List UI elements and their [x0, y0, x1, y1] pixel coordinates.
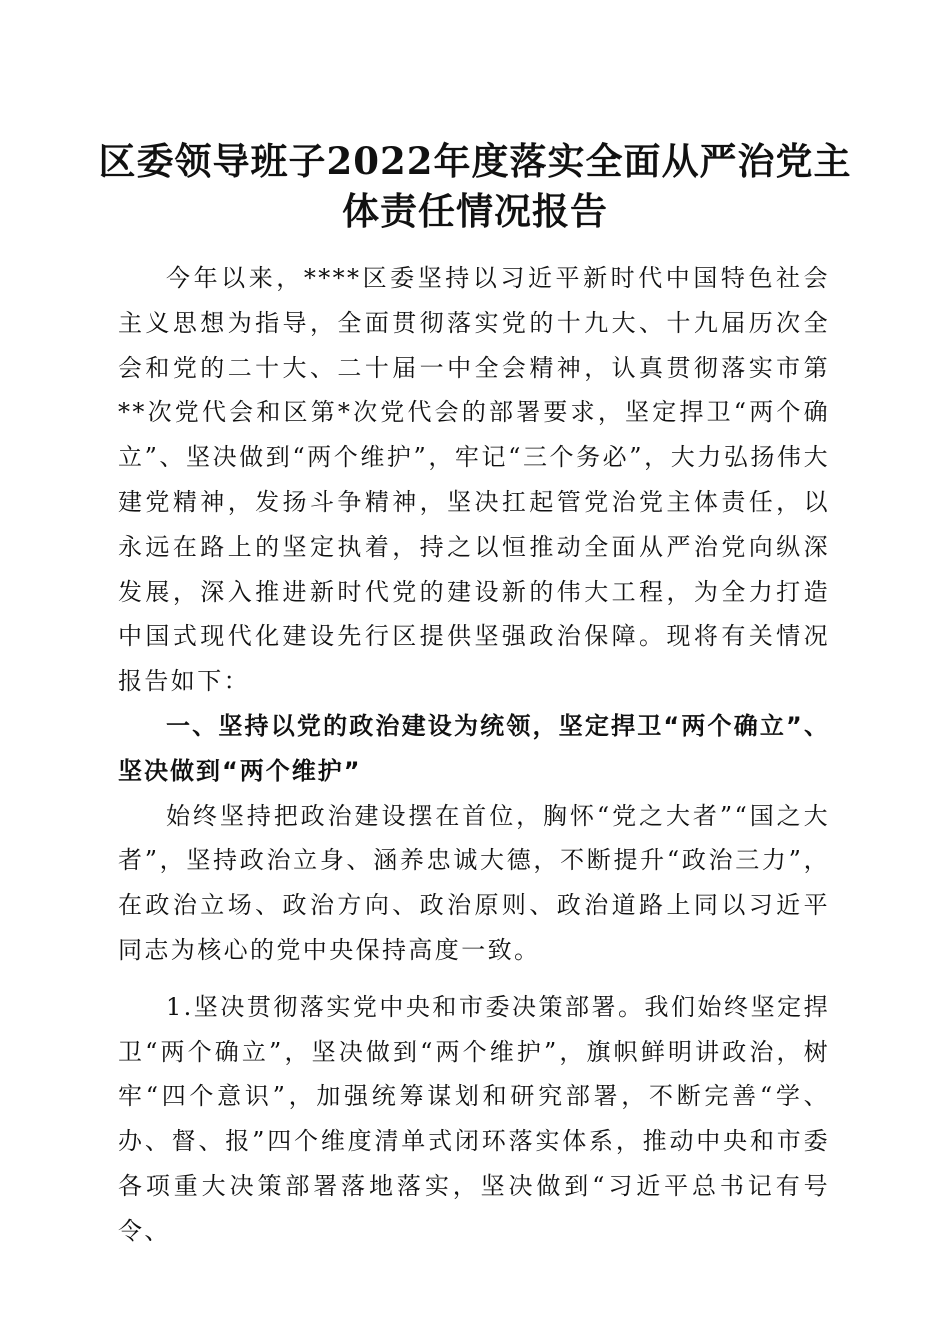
document-title: 区委领导班子2022年度落实全面从严治党主体责任情况报告 — [98, 139, 852, 233]
section-1-paragraph: 始终坚持把政治建设摆在首位，胸怀“党之大者”“国之大者”，坚持政治立身、涵养忠诚大德，不断提升“政治三力”，在政治立场、政治方向、政治原则、政治道路上同以习近平同志为核心的党中央保持高度一致。 — [118, 801, 830, 964]
item-1-paragraph: 1.坚决贯彻落实党中央和市委决策部署。我们始终坚定捍卫“两个确立”，坚决做到“两个维护”，旗帜鲜明讲政治，树牢“四个意识”，加强统筹谋划和研究部署，不断完善“学、办、督、报”四个维度清单式闭环落实体系，推动中央和市委各项重大决策部署落地落实，坚决做到“习近平总书记有号令、 — [118, 992, 830, 1245]
intro-paragraph: 今年以来，****区委坚持以习近平新时代中国特色社会主义思想为指导，全面贯彻落实党的十九大、十九届历次全会和党的二十大、二十届一中全会精神，认真贯彻落实市第**次党代会和区第*次党代会的部署要求，坚定捍卫“两个确立”、坚决做到“两个维护”，牢记“三个务必”，大力弘扬伟大建党精神，发扬斗争精神，坚决扛起管党治党主体责任，以永远在路上的坚定执着，持之以恒推动全面从严治党向纵深发展，深入推进新时代党的建设新的伟大工程，为全力打造中国式现代化建设先行区提供坚强政治保障。现将有关情况报告如下： — [118, 264, 830, 696]
section-heading-1: 一、坚持以党的政治建设为统领，坚定捍卫“两个确立”、坚决做到“两个维护” — [118, 711, 830, 785]
document-body — [118, 256, 830, 1254]
